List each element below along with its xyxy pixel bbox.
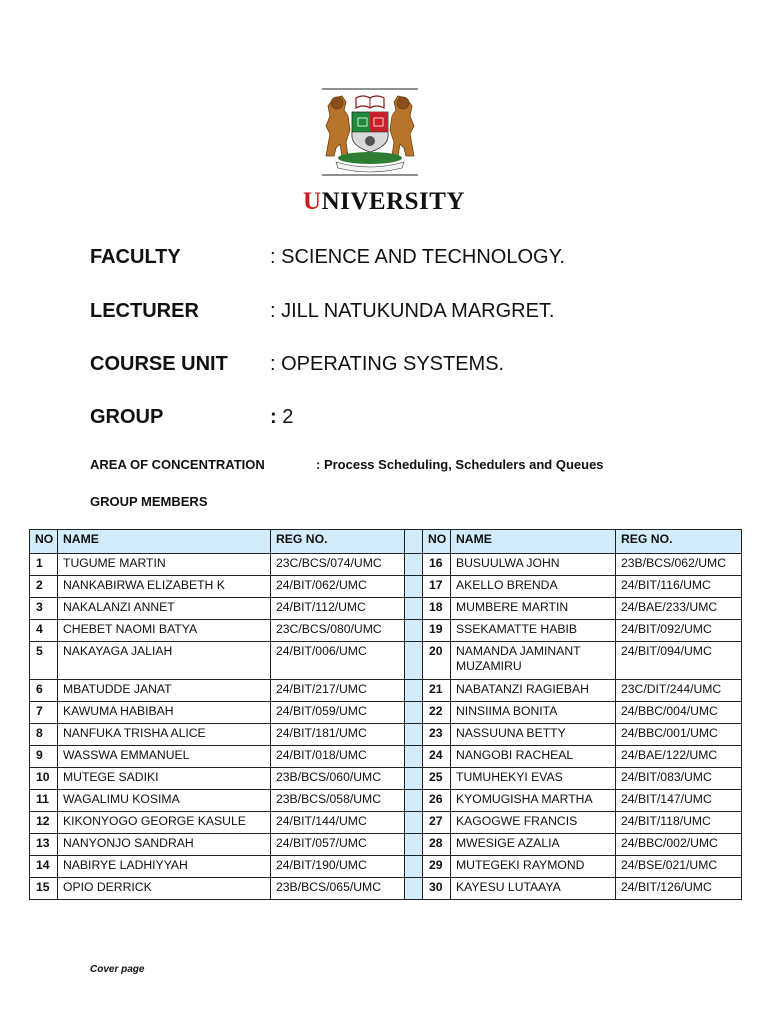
member-no-cell: 22 <box>423 702 451 724</box>
column-gap <box>405 812 423 834</box>
member-reg-cell: 24/BIT/018/UMC <box>271 746 405 768</box>
table-row <box>30 812 742 834</box>
column-gap <box>405 746 423 768</box>
column-gap <box>405 680 423 702</box>
member-reg-cell: 23C/DIT/244/UMC <box>616 680 742 702</box>
member-no-cell: 11 <box>30 790 58 812</box>
table-row <box>30 576 742 598</box>
university-title-first-letter: U <box>303 188 322 215</box>
member-name-cell: NASSUUNA BETTY <box>451 724 616 746</box>
member-reg-cell: 23B/BCS/058/UMC <box>271 790 405 812</box>
member-name-cell: KAGOGWE FRANCIS <box>451 812 616 834</box>
member-reg-cell: 24/BSE/021/UMC <box>616 856 742 878</box>
lecturer-label: LECTURER <box>90 300 199 322</box>
table-row <box>30 620 742 642</box>
column-gap <box>405 620 423 642</box>
member-no-cell: 28 <box>423 834 451 856</box>
column-gap <box>405 576 423 598</box>
member-reg-cell: 23B/BCS/062/UMC <box>616 554 742 576</box>
member-reg-cell: 24/BIT/094/UMC <box>616 642 742 680</box>
member-no-cell: 12 <box>30 812 58 834</box>
member-no-cell: 9 <box>30 746 58 768</box>
member-name-cell: BUSUULWA JOHN <box>451 554 616 576</box>
member-no-cell: 2 <box>30 576 58 598</box>
member-reg-cell: 24/BIT/217/UMC <box>271 680 405 702</box>
member-name-cell: TUMUHEKYI EVAS <box>451 768 616 790</box>
member-name-cell: TUGUME MARTIN <box>58 554 271 576</box>
member-name-cell: NABATANZI RAGIEBAH <box>451 680 616 702</box>
member-no-cell: 13 <box>30 834 58 856</box>
member-reg-cell: 24/BIT/112/UMC <box>271 598 405 620</box>
member-reg-cell: 24/BBC/001/UMC <box>616 724 742 746</box>
group-value: 2 <box>276 406 294 428</box>
member-reg-cell: 23C/BCS/080/UMC <box>271 620 405 642</box>
course-value: : OPERATING SYSTEMS. <box>270 353 505 375</box>
member-no-cell: 20 <box>423 642 451 680</box>
member-no-cell: 25 <box>423 768 451 790</box>
member-no-cell: 5 <box>30 642 58 680</box>
group-label: GROUP <box>90 406 164 428</box>
member-reg-cell: 24/BIT/062/UMC <box>271 576 405 598</box>
member-name-cell: WASSWA EMMANUEL <box>58 746 271 768</box>
column-gap <box>405 768 423 790</box>
member-no-cell: 6 <box>30 680 58 702</box>
member-no-cell: 17 <box>423 576 451 598</box>
course-label: COURSE UNIT <box>90 353 228 375</box>
member-name-cell: MUMBERE MARTIN <box>451 598 616 620</box>
member-reg-cell: 24/BIT/083/UMC <box>616 768 742 790</box>
header-no-left: NO <box>30 530 58 554</box>
member-no-cell: 8 <box>30 724 58 746</box>
member-reg-cell: 24/BAE/233/UMC <box>616 598 742 620</box>
table-row <box>30 768 742 790</box>
member-reg-cell: 24/BBC/004/UMC <box>616 702 742 724</box>
table-header-row <box>30 530 742 554</box>
shield-icon <box>352 112 388 152</box>
university-crest-logo <box>320 86 420 178</box>
left-lion-icon <box>326 96 350 156</box>
column-gap <box>405 598 423 620</box>
book-icon <box>356 96 384 108</box>
member-no-cell: 3 <box>30 598 58 620</box>
member-reg-cell: 24/BIT/116/UMC <box>616 576 742 598</box>
member-reg-cell: 24/BBC/002/UMC <box>616 834 742 856</box>
member-name-cell: OPIO DERRICK <box>58 878 271 900</box>
member-name-cell: NABIRYE LADHIYYAH <box>58 856 271 878</box>
member-reg-cell: 23B/BCS/060/UMC <box>271 768 405 790</box>
table-row <box>30 724 742 746</box>
group-colon: : <box>270 406 277 428</box>
table-row <box>30 642 742 680</box>
member-name-cell: NANFUKA TRISHA ALICE <box>58 724 271 746</box>
mound-icon <box>338 152 402 164</box>
header-name-left: NAME <box>58 530 271 554</box>
member-no-cell: 4 <box>30 620 58 642</box>
column-gap <box>405 530 423 554</box>
member-no-cell: 29 <box>423 856 451 878</box>
table-row <box>30 878 742 900</box>
member-no-cell: 21 <box>423 680 451 702</box>
lecturer-value: : JILL NATUKUNDA MARGRET. <box>270 300 555 322</box>
member-no-cell: 26 <box>423 790 451 812</box>
member-no-cell: 27 <box>423 812 451 834</box>
column-gap <box>405 642 423 680</box>
member-name-cell: MWESIGE AZALIA <box>451 834 616 856</box>
aoc-value: : Process Scheduling, Schedulers and Queues <box>316 457 604 472</box>
area-of-concentration-row <box>90 457 604 472</box>
table-row <box>30 598 742 620</box>
member-no-cell: 10 <box>30 768 58 790</box>
member-name-cell: MUTEGE SADIKI <box>58 768 271 790</box>
member-reg-cell: 24/BIT/181/UMC <box>271 724 405 746</box>
member-reg-cell: 24/BIT/126/UMC <box>616 878 742 900</box>
header-reg-right: REG NO. <box>616 530 742 554</box>
member-reg-cell: 24/BIT/006/UMC <box>271 642 405 680</box>
header-name-right: NAME <box>451 530 616 554</box>
member-name-cell: SSEKAMATTE HABIB <box>451 620 616 642</box>
aoc-label: AREA OF CONCENTRATION <box>90 457 265 472</box>
column-gap <box>405 724 423 746</box>
column-gap <box>405 856 423 878</box>
member-reg-cell: 23C/BCS/074/UMC <box>271 554 405 576</box>
right-lion-icon <box>390 96 414 156</box>
member-name-cell: NAKALANZI ANNET <box>58 598 271 620</box>
member-reg-cell: 24/BIT/144/UMC <box>271 812 405 834</box>
member-name-cell: KIKONYOGO GEORGE KASULE <box>58 812 271 834</box>
member-name-cell: NANKABIRWA ELIZABETH K <box>58 576 271 598</box>
group-value-wrap <box>270 406 293 429</box>
member-name-cell: MBATUDDE JANAT <box>58 680 271 702</box>
member-no-cell: 14 <box>30 856 58 878</box>
header-reg-left: REG NO. <box>271 530 405 554</box>
member-name-cell: CHEBET NAOMI BATYA <box>58 620 271 642</box>
member-reg-cell: 24/BIT/118/UMC <box>616 812 742 834</box>
footer-cover-page-label: Cover page <box>90 964 145 975</box>
member-reg-cell: 24/BIT/147/UMC <box>616 790 742 812</box>
table-row <box>30 856 742 878</box>
group-members-heading: GROUP MEMBERS <box>90 494 208 509</box>
column-gap <box>405 834 423 856</box>
member-name-cell: WAGALIMU KOSIMA <box>58 790 271 812</box>
member-name-cell: NAKAYAGA JALIAH <box>58 642 271 680</box>
member-no-cell: 1 <box>30 554 58 576</box>
table-row <box>30 790 742 812</box>
member-no-cell: 15 <box>30 878 58 900</box>
member-name-cell: KAWUMA HABIBAH <box>58 702 271 724</box>
column-gap <box>405 790 423 812</box>
member-reg-cell: 24/BIT/190/UMC <box>271 856 405 878</box>
group-members-table <box>29 529 742 900</box>
member-reg-cell: 23B/BCS/065/UMC <box>271 878 405 900</box>
member-reg-cell: 24/BIT/057/UMC <box>271 834 405 856</box>
table-row <box>30 834 742 856</box>
member-no-cell: 24 <box>423 746 451 768</box>
table-row <box>30 680 742 702</box>
column-gap <box>405 702 423 724</box>
table-row <box>30 554 742 576</box>
member-no-cell: 30 <box>423 878 451 900</box>
member-name-cell: NINSIIMA BONITA <box>451 702 616 724</box>
faculty-label: FACULTY <box>90 246 181 268</box>
member-no-cell: 23 <box>423 724 451 746</box>
member-reg-cell: 24/BIT/092/UMC <box>616 620 742 642</box>
member-no-cell: 18 <box>423 598 451 620</box>
member-no-cell: 19 <box>423 620 451 642</box>
member-no-cell: 7 <box>30 702 58 724</box>
member-reg-cell: 24/BAE/122/UMC <box>616 746 742 768</box>
member-name-cell: NAMANDA JAMINANT MUZAMIRU <box>451 642 616 680</box>
member-name-cell: KAYESU LUTAAYA <box>451 878 616 900</box>
member-name-cell: AKELLO BRENDA <box>451 576 616 598</box>
faculty-value: : SCIENCE AND TECHNOLOGY. <box>270 246 565 268</box>
member-name-cell: KYOMUGISHA MARTHA <box>451 790 616 812</box>
university-title-rest: NIVERSITY <box>321 188 465 215</box>
column-gap <box>405 554 423 576</box>
member-name-cell: NANYONJO SANDRAH <box>58 834 271 856</box>
member-no-cell: 16 <box>423 554 451 576</box>
university-title <box>0 188 768 216</box>
member-name-cell: NANGOBI RACHEAL <box>451 746 616 768</box>
member-reg-cell: 24/BIT/059/UMC <box>271 702 405 724</box>
column-gap <box>405 878 423 900</box>
table-row <box>30 746 742 768</box>
table-body <box>30 554 742 900</box>
header-no-right: NO <box>423 530 451 554</box>
member-name-cell: MUTEGEKI RAYMOND <box>451 856 616 878</box>
table-row <box>30 702 742 724</box>
